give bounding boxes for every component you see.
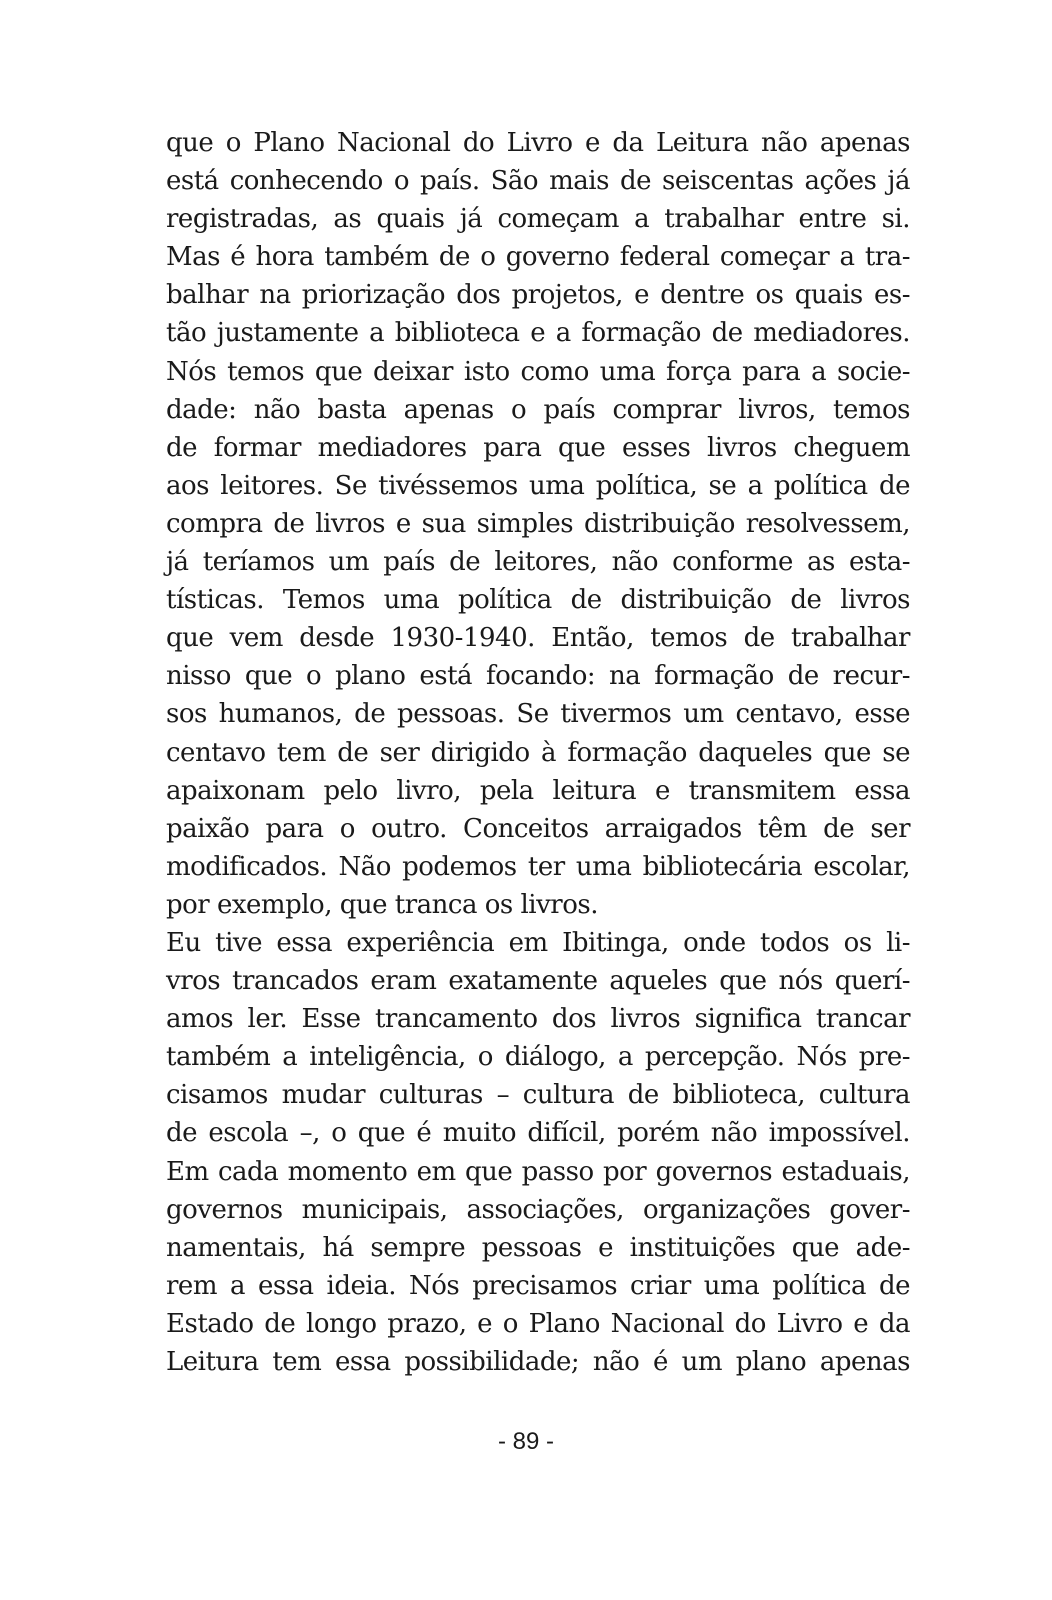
text-line: namentais, há sempre pessoas e instituições que ade- bbox=[166, 1232, 910, 1263]
text-line: governos municipais, associações, organizações gover- bbox=[166, 1194, 910, 1225]
text-line: Mas é hora também de o governo federal começar a tra- bbox=[166, 242, 910, 273]
text-line: está conhecendo o país. São mais de seiscentas ações já bbox=[166, 166, 910, 197]
text-line: de formar mediadores para que esses livros cheguem bbox=[166, 432, 910, 463]
text-line: de escola –, o que é muito difícil, porém não impossível. bbox=[166, 1118, 910, 1149]
text-line: modificados. Não podemos ter uma bibliotecária escolar, bbox=[166, 851, 910, 882]
text-line: sos humanos, de pessoas. Se tivermos um centavo, esse bbox=[166, 699, 910, 730]
page-number: - 89 - bbox=[497, 1428, 554, 1455]
text-line: Em cada momento em que passo por governos estaduais, bbox=[166, 1156, 910, 1187]
text-line: compra de livros e sua simples distribuição resolvessem, bbox=[166, 508, 910, 539]
text-line: também a inteligência, o diálogo, a percepção. Nós pre- bbox=[166, 1042, 910, 1073]
text-line: amos ler. Esse trancamento dos livros significa trancar bbox=[166, 1004, 910, 1035]
text-line: Nós temos que deixar isto como uma força para a socie- bbox=[166, 356, 910, 387]
text-line: Eu tive essa experiência em Ibitinga, onde todos os li- bbox=[166, 927, 910, 958]
text-line: vros trancados eram exatamente aqueles que nós querí- bbox=[166, 966, 910, 997]
text-line: dade: não basta apenas o país comprar livros, temos bbox=[166, 394, 910, 425]
text-line: paixão para o outro. Conceitos arraigados têm de ser bbox=[166, 813, 910, 844]
text-line: já teríamos um país de leitores, não conforme as esta- bbox=[166, 547, 910, 578]
text-line: centavo tem de ser dirigido à formação daqueles que se bbox=[166, 737, 910, 768]
text-line: Estado de longo prazo, e o Plano Nacional do Livro e da bbox=[166, 1308, 910, 1339]
text-line: aos leitores. Se tivéssemos uma política, se a política de bbox=[166, 470, 910, 501]
text-line: nisso que o plano está focando: na formação de recur- bbox=[166, 661, 910, 692]
text-line: tão justamente a biblioteca e a formação de mediadores. bbox=[166, 318, 910, 349]
text-line: por exemplo, que tranca os livros. bbox=[166, 889, 598, 920]
body-text bbox=[166, 124, 910, 1381]
text-line: registradas, as quais já começam a trabalhar entre si. bbox=[166, 204, 910, 235]
text-line: tísticas. Temos uma política de distribuição de livros bbox=[166, 585, 910, 616]
text-line: que vem desde 1930-1940. Então, temos de trabalhar bbox=[166, 623, 910, 654]
text-line: Leitura tem essa possibilidade; não é um plano apenas bbox=[166, 1347, 910, 1377]
text-line: balhar na priorização dos projetos, e dentre os quais es- bbox=[166, 280, 910, 311]
text-line: rem a essa ideia. Nós precisamos criar uma política de bbox=[166, 1270, 910, 1301]
text-line: cisamos mudar culturas – cultura de biblioteca, cultura bbox=[166, 1080, 910, 1111]
text-line: apaixonam pelo livro, pela leitura e transmitem essa bbox=[166, 775, 910, 806]
text-line: que o Plano Nacional do Livro e da Leitura não apenas bbox=[166, 128, 910, 158]
